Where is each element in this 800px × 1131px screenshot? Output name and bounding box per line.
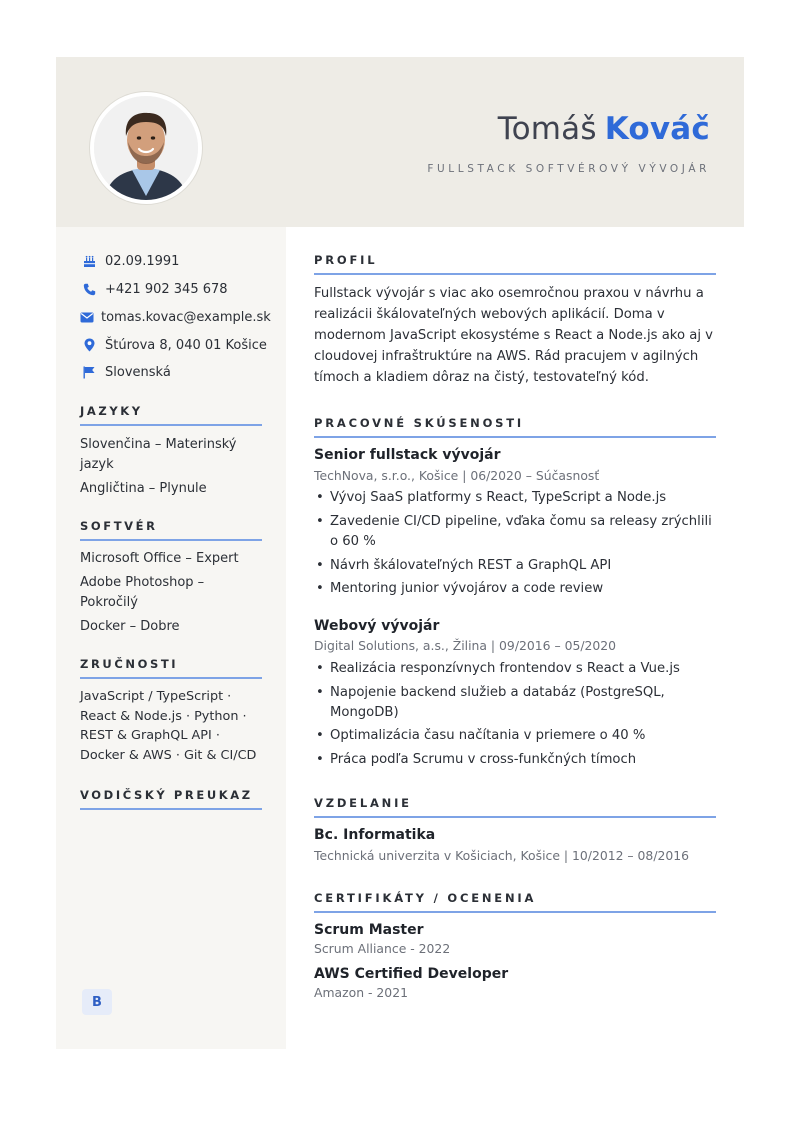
job-bullet: • Návrh škálovateľných REST a GraphQL API xyxy=(314,556,724,576)
resume-page xyxy=(56,57,744,1049)
job-bullet: • Realizácia responzívnych frontendov s React a Vue.js xyxy=(314,659,724,679)
resume-header xyxy=(56,57,744,227)
job-subtitle: FULLSTACK SOFTVÉROVÝ VÝVOJÁR xyxy=(427,163,710,175)
education-heading: VZDELANIE xyxy=(314,796,716,818)
profile-heading: PROFIL xyxy=(314,253,716,275)
education-title: Bc. Informatika xyxy=(314,827,436,843)
certificates-heading: CERTIFIKÁTY / OCENENIA xyxy=(314,891,716,913)
job-meta: Digital Solutions, a.s., Žilina | 09/2016 – 05/2020 xyxy=(314,638,617,653)
job-title: Webový vývojár xyxy=(314,618,440,634)
map-pin-icon xyxy=(80,337,98,353)
contact-nationality xyxy=(80,364,171,380)
job-meta: TechNova, s.r.o., Košice | 06/2020 – Súčasnosť xyxy=(314,468,600,483)
contact-birthdate xyxy=(80,253,179,269)
profile-text: Fullstack vývojár s viac ako osemročnou praxou v návrhu a realizácii škálovateľných webových aplikácií. Doma v modernom JavaScript ekosystéme s React a Node.js ako aj v cloudovej infraštruktúre na AWS. Rád pracujem v agilných tímoch a kladiem dôraz na čistý, testovateľný kód. xyxy=(314,286,713,385)
certificate-meta: Scrum Alliance - 2022 xyxy=(314,941,451,956)
skills-heading: ZRUČNOSTI xyxy=(80,657,262,679)
nationality-text: Slovenská xyxy=(105,364,171,380)
job-title: Senior fullstack vývojár xyxy=(314,447,501,463)
birthdate-text: 02.09.1991 xyxy=(105,253,180,269)
contact-address xyxy=(80,337,267,353)
education-meta: Technická univerzita v Košiciach, Košice | 10/2012 – 08/2016 xyxy=(314,848,690,863)
address-text: Štúrova 8, 040 01 Košice xyxy=(105,337,267,353)
email-text: tomas.kovac@example.sk xyxy=(101,309,271,325)
sidebar xyxy=(56,227,286,1049)
languages-heading: JAZYKY xyxy=(80,404,262,426)
profile-photo xyxy=(90,92,202,204)
last-name: Kováč xyxy=(604,111,710,147)
contact-email xyxy=(80,309,271,325)
skills-text: JavaScript / TypeScript · React & Node.js · Python · REST & GraphQL API · Docker & AWS · Git & CI/CD xyxy=(80,689,257,763)
contact-phone xyxy=(80,281,228,297)
certificate-title: AWS Certified Developer xyxy=(314,966,509,982)
language-item: Slovenčina – Materinský jazyk xyxy=(80,437,237,472)
full-name xyxy=(498,111,710,147)
software-item: Docker – Dobre xyxy=(80,619,180,634)
phone-text: +421 902 345 678 xyxy=(105,281,228,297)
license-heading: VODIČSKÝ PREUKAZ xyxy=(80,788,262,810)
job-bullet: • Mentoring junior vývojárov a code review xyxy=(314,579,724,599)
license-badge: B xyxy=(82,989,112,1015)
experience-heading: PRACOVNÉ SKÚSENOSTI xyxy=(314,416,716,438)
phone-icon xyxy=(80,281,98,297)
certificate-title: Scrum Master xyxy=(314,922,424,938)
job-bullet: • Vývoj SaaS platformy s React, TypeScript a Node.js xyxy=(314,488,724,508)
cake-icon xyxy=(80,253,98,269)
software-item: Adobe Photoshop – Pokročilý xyxy=(80,575,205,610)
language-item: Angličtina – Plynule xyxy=(80,481,207,496)
software-heading: SOFTVÉR xyxy=(80,519,262,541)
person-portrait xyxy=(94,96,198,200)
job-bullet: • Zavedenie CI/CD pipeline, vďaka čomu sa releasy zrýchlili o 60 % xyxy=(314,512,724,552)
job-bullet: • Optimalizácia času načítania v priemere o 40 % xyxy=(314,726,724,746)
flag-icon xyxy=(80,364,98,380)
first-name: Tomáš xyxy=(497,111,597,147)
job-bullet: • Práca podľa Scrumu v cross-funkčných tímoch xyxy=(314,750,724,770)
job-bullet: • Napojenie backend služieb a databáz (PostgreSQL, MongoDB) xyxy=(314,683,724,723)
certificate-meta: Amazon - 2021 xyxy=(314,985,408,1000)
software-item: Microsoft Office – Expert xyxy=(80,551,239,566)
envelope-icon xyxy=(80,309,94,325)
